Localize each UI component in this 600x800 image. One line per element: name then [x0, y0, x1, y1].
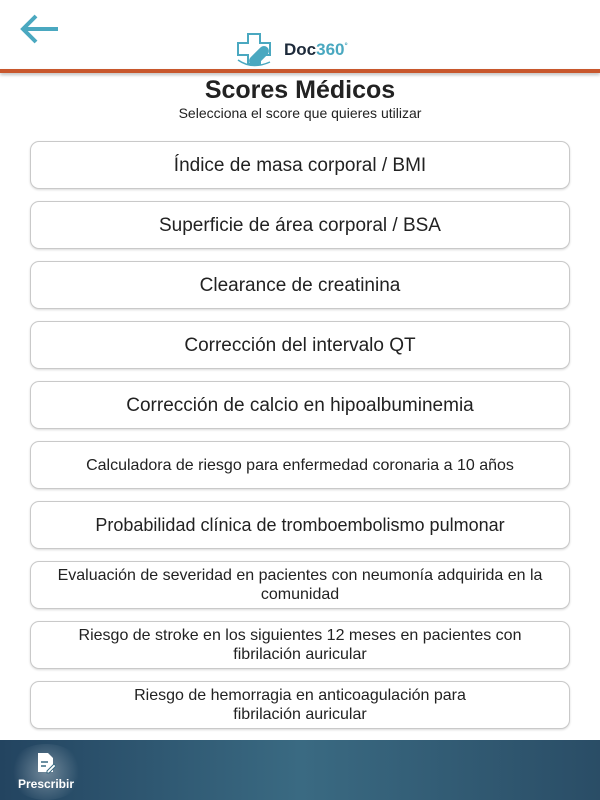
score-pe-button[interactable]: Probabilidad clínica de tromboembolismo pulmonar — [30, 501, 570, 549]
doc360-logo: Doc360° — [234, 30, 348, 70]
prescribe-label: Prescribir — [17, 777, 75, 791]
score-calcium-button[interactable]: Corrección de calcio en hipoalbuminemia — [30, 381, 570, 429]
app-header — [0, 0, 600, 70]
score-creatinine-button[interactable]: Clearance de creatinina — [30, 261, 570, 309]
score-bsa-button[interactable]: Superficie de área corporal / BSA — [30, 201, 570, 249]
back-button[interactable] — [18, 12, 62, 46]
score-qt-button[interactable]: Corrección del intervalo QT — [30, 321, 570, 369]
bottom-bar — [0, 740, 600, 800]
page-title: Scores Médicos — [204, 76, 396, 104]
arrow-left-icon — [18, 12, 62, 46]
score-pneumonia-button[interactable]: Evaluación de severidad en pacientes con neumonía adquirida en la comunidad — [30, 561, 570, 609]
cross-pill-icon — [234, 30, 282, 70]
page-subtitle: Selecciona el score que quieres utilizar — [178, 105, 422, 121]
score-bmi-button[interactable]: Índice de masa corporal / BMI — [30, 141, 570, 189]
prescription-edit-icon — [36, 752, 56, 774]
header-divider — [0, 69, 600, 73]
score-hemorrhage-button[interactable]: Riesgo de hemorragia en anticoagulación para fibrilación auricular — [30, 681, 570, 729]
score-coronary-risk-button[interactable]: Calculadora de riesgo para enfermedad coronaria a 10 años — [30, 441, 570, 489]
prescribe-button[interactable] — [8, 744, 84, 800]
score-stroke-button[interactable]: Riesgo de stroke en los siguientes 12 meses en pacientes con fibrilación auricular — [30, 621, 570, 669]
